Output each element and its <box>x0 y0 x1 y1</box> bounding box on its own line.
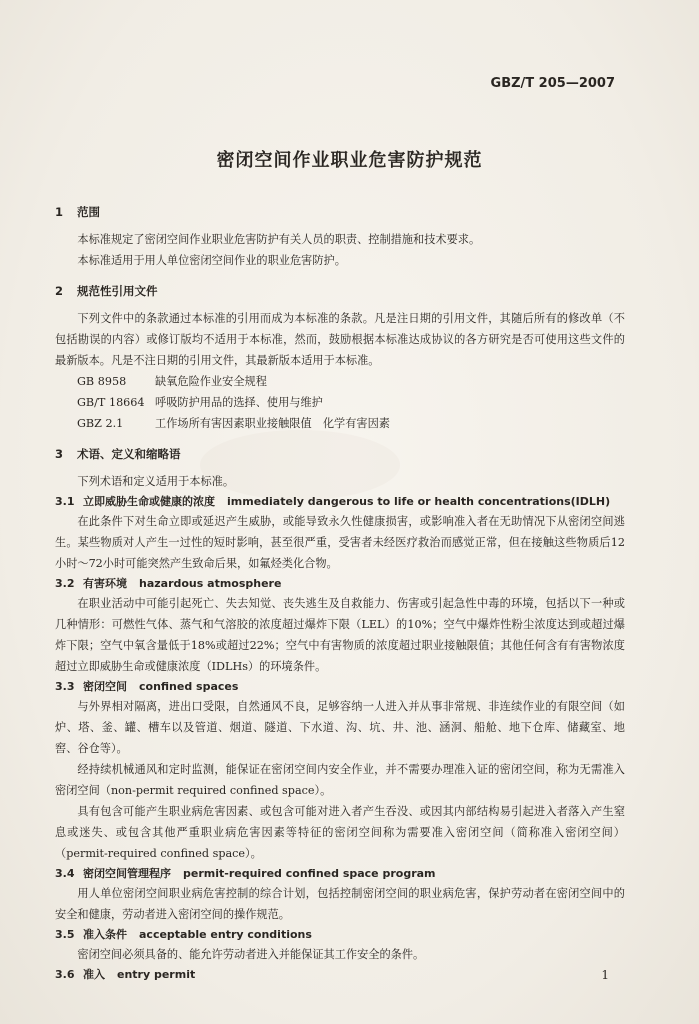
term-en: acceptable entry conditions <box>139 928 312 941</box>
paragraph: 具有包含可能产生职业病危害因素、或包含可能对进入者产生吞没、或因其内部结构易引起进入者落入产生窒息或迷失、或包含其他严重职业病危害因素等特征的密闭空间称为需要准入密闭空间（简称准入密闭空间）（permit-required confined space）。 <box>55 805 625 860</box>
term-en: immediately dangerous to life or health concentrations(IDLH) <box>227 495 611 508</box>
term-heading <box>55 492 625 511</box>
reference-code: GB 8958 <box>77 375 127 388</box>
paragraph: 经持续机械通风和定时监测，能保证在密闭空间内安全作业，并不需要办理准入证的密闭空间，称为无需准入密闭空间（non-permit required confined space）。 <box>55 763 625 797</box>
section-title: 规范性引用文件 <box>77 284 158 298</box>
reference-item <box>55 392 625 413</box>
document-body <box>55 198 625 984</box>
paragraph: 密闭空间必须具备的、能允许劳动者进入并能保证其工作安全的条件。 <box>77 948 425 961</box>
section-title: 范围 <box>77 205 101 219</box>
term-heading <box>55 864 625 883</box>
term-number: 3.4 <box>55 867 75 880</box>
term-en: hazardous atmosphere <box>139 577 282 590</box>
standard-code: GBZ/T 205—2007 <box>490 76 615 91</box>
term-number: 3.5 <box>55 928 75 941</box>
section-title: 术语、定义和缩略语 <box>77 447 181 461</box>
reference-code: GBZ 2.1 <box>77 417 124 430</box>
term-en: entry permit <box>117 968 196 981</box>
term-heading <box>55 925 625 944</box>
term-heading <box>55 677 625 696</box>
section-number: 3 <box>55 447 64 461</box>
term-number: 3.3 <box>55 680 75 693</box>
paragraph: 本标准适用于用人单位密闭空间作业的职业危害防护。 <box>77 254 346 267</box>
paragraph: 与外界相对隔离，进出口受限，自然通风不良，足够容纳一人进入并从事非常规、非连续作业的有限空间（如炉、塔、釜、罐、槽车以及管道、烟道、隧道、下水道、沟、坑、井、池、涵洞、船舱、地下仓库、储藏室、地窖、谷仓等）。 <box>55 700 625 755</box>
reference-name: 缺氧危险作业安全规程 <box>155 375 267 388</box>
term-en: permit-required confined space program <box>183 867 436 880</box>
reference-item <box>55 371 625 392</box>
term-en: confined spaces <box>139 680 239 693</box>
term-cn: 准入条件 <box>83 928 127 941</box>
paragraph: 在职业活动中可能引起死亡、失去知觉、丧失逃生及自救能力、伤害或引起急性中毒的环境，包括以下一种或几种情形：可燃性气体、蒸气和气溶胶的浓度超过爆炸下限（LEL）的10%；空气中爆炸性粉尘浓度达到或超过爆炸下限；空气中氧含量低于18%或超过22%；空气中有害物质的浓度超过职业接触限值；其他任何含有有害物浓度超过立即威胁生命或健康浓度（IDLHs）的环境条件。 <box>55 597 625 673</box>
section-number: 2 <box>55 284 64 298</box>
page-number: 1 <box>601 968 609 982</box>
section-heading-2 <box>55 283 625 299</box>
document-title: 密闭空间作业职业危害防护规范 <box>216 150 483 171</box>
section-heading-1 <box>55 204 625 220</box>
paragraph: 在此条件下对生命立即或延迟产生威胁，或能导致永久性健康损害，或影响准入者在无助情况下从密闭空间逃生。某些物质对人产生一过性的短时影响，甚至很严重，受害者未经医疗救治而感觉正常，但在接触这些物质后12小时～72小时可能突然产生致命后果，如氟烃类化合物。 <box>55 515 625 570</box>
section-heading-3 <box>55 446 625 462</box>
reference-name: 呼吸防护用品的选择、使用与维护 <box>155 396 323 409</box>
term-number: 3.1 <box>55 495 75 508</box>
paragraph: 本标准规定了密闭空间作业职业危害防护有关人员的职责、控制措施和技术要求。 <box>77 233 481 246</box>
paragraph: 用人单位密闭空间职业病危害控制的综合计划，包括控制密闭空间的职业病危害，保护劳动者在密闭空间中的安全和健康，劳动者进入密闭空间的操作规范。 <box>55 887 625 921</box>
term-number: 3.2 <box>55 577 75 590</box>
term-cn: 准入 <box>83 968 105 981</box>
term-cn: 立即威胁生命或健康的浓度 <box>83 495 215 508</box>
term-heading <box>55 574 625 593</box>
reference-name: 工作场所有害因素职业接触限值 化学有害因素 <box>155 417 390 430</box>
paragraph: 下列术语和定义适用于本标准。 <box>77 475 235 488</box>
term-cn: 密闭空间 <box>83 680 127 693</box>
section-number: 1 <box>55 205 64 219</box>
reference-code: GB/T 18664 <box>77 396 145 409</box>
paragraph: 下列文件中的条款通过本标准的引用而成为本标准的条款。凡是注日期的引用文件，其随后所有的修改单（不包括勘误的内容）或修订版均不适用于本标准，然而，鼓励根据本标准达成协议的各方研究是否可使用这些文件的最新版本。凡是不注日期的引用文件，其最新版本适用于本标准。 <box>55 312 625 367</box>
term-heading <box>55 965 625 984</box>
term-cn: 密闭空间管理程序 <box>83 867 171 880</box>
term-cn: 有害环境 <box>83 577 127 590</box>
term-number: 3.6 <box>55 968 75 981</box>
reference-item <box>55 413 625 434</box>
